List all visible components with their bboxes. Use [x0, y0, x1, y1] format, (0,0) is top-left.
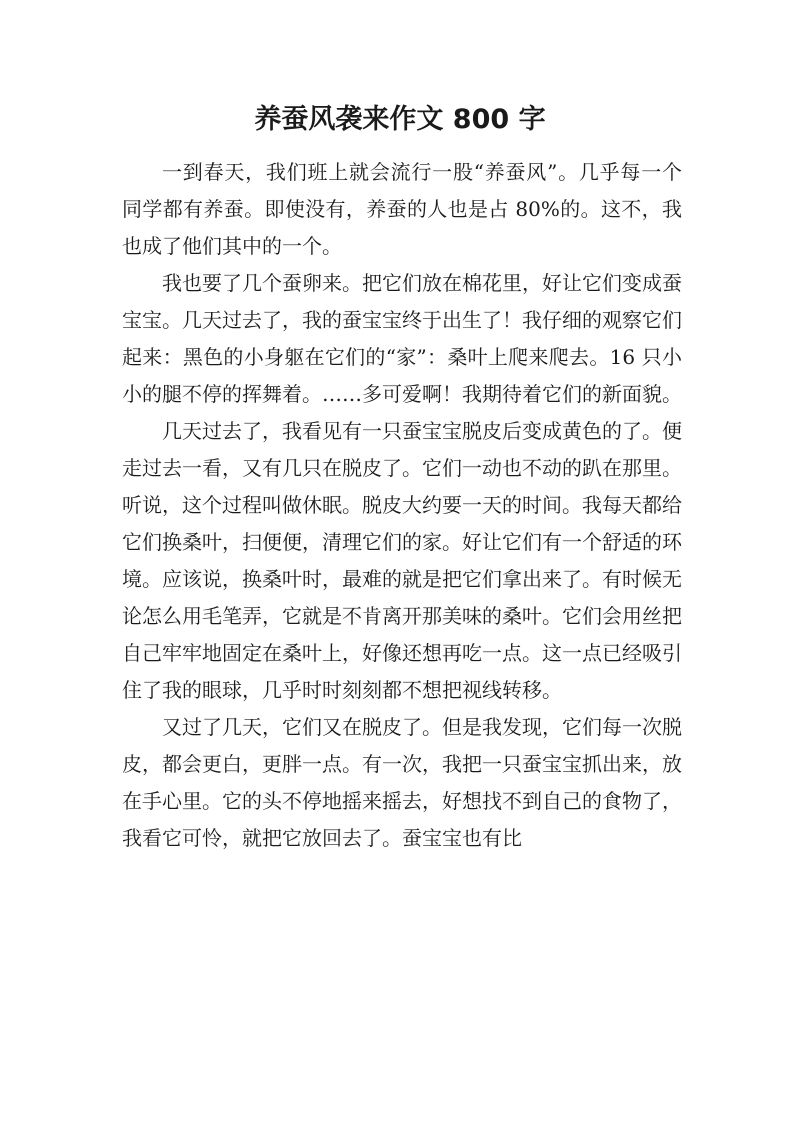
paragraph: 又过了几天，它们又在脱皮了。但是我发现，它们每一次脱皮，都会更白，更胖一点。有一次，我把一只蚕宝宝抓出来，放在手心里。它的头不停地摇来摇去，好想找不到自己的食物了，我看它可怜，就把它放回去了。蚕宝宝也有比 — [122, 715, 682, 850]
paragraph: 一到春天，我们班上就会流行一股“养蚕风”。几乎每一个同学都有养蚕。即使没有，养蚕的人也是占 80%的。这不，我也成了他们其中的一个。 — [122, 160, 682, 258]
paragraph: 几天过去了，我看见有一只蚕宝宝脱皮后变成黄色的了。便走过去一看，又有几只在脱皮了。它们一动也不动的趴在那里。听说，这个过程叫做休眠。脱皮大约要一天的时间。我每天都给它们换桑叶，扫便便，清理它们的家。好让它们有一个舒适的环境。应该说，换桑叶时，最难的就是把它们拿出来了。有时候无论怎么用毛笔弄，它就是不肯离开那美味的桑叶。它们会用丝把自己牢牢地固定在桑叶上，好像还想再吃一点。这一点已经吸引住了我的眼球，几乎时时刻刻都不想把视线转移。 — [122, 419, 682, 702]
document-body — [122, 154, 682, 857]
document-title: 养蚕风袭来作文 800 字 — [254, 104, 546, 135]
paragraph: 我也要了几个蚕卵来。把它们放在棉花里，好让它们变成蚕宝宝。几天过去了，我的蚕宝宝终于出生了！我仔细的观察它们起来：黑色的小身躯在它们的“家”：桑叶上爬来爬去。16 只小小的腿不停的挥舞着。……多可爱啊！我期待着它们的新面貌。 — [122, 271, 682, 406]
